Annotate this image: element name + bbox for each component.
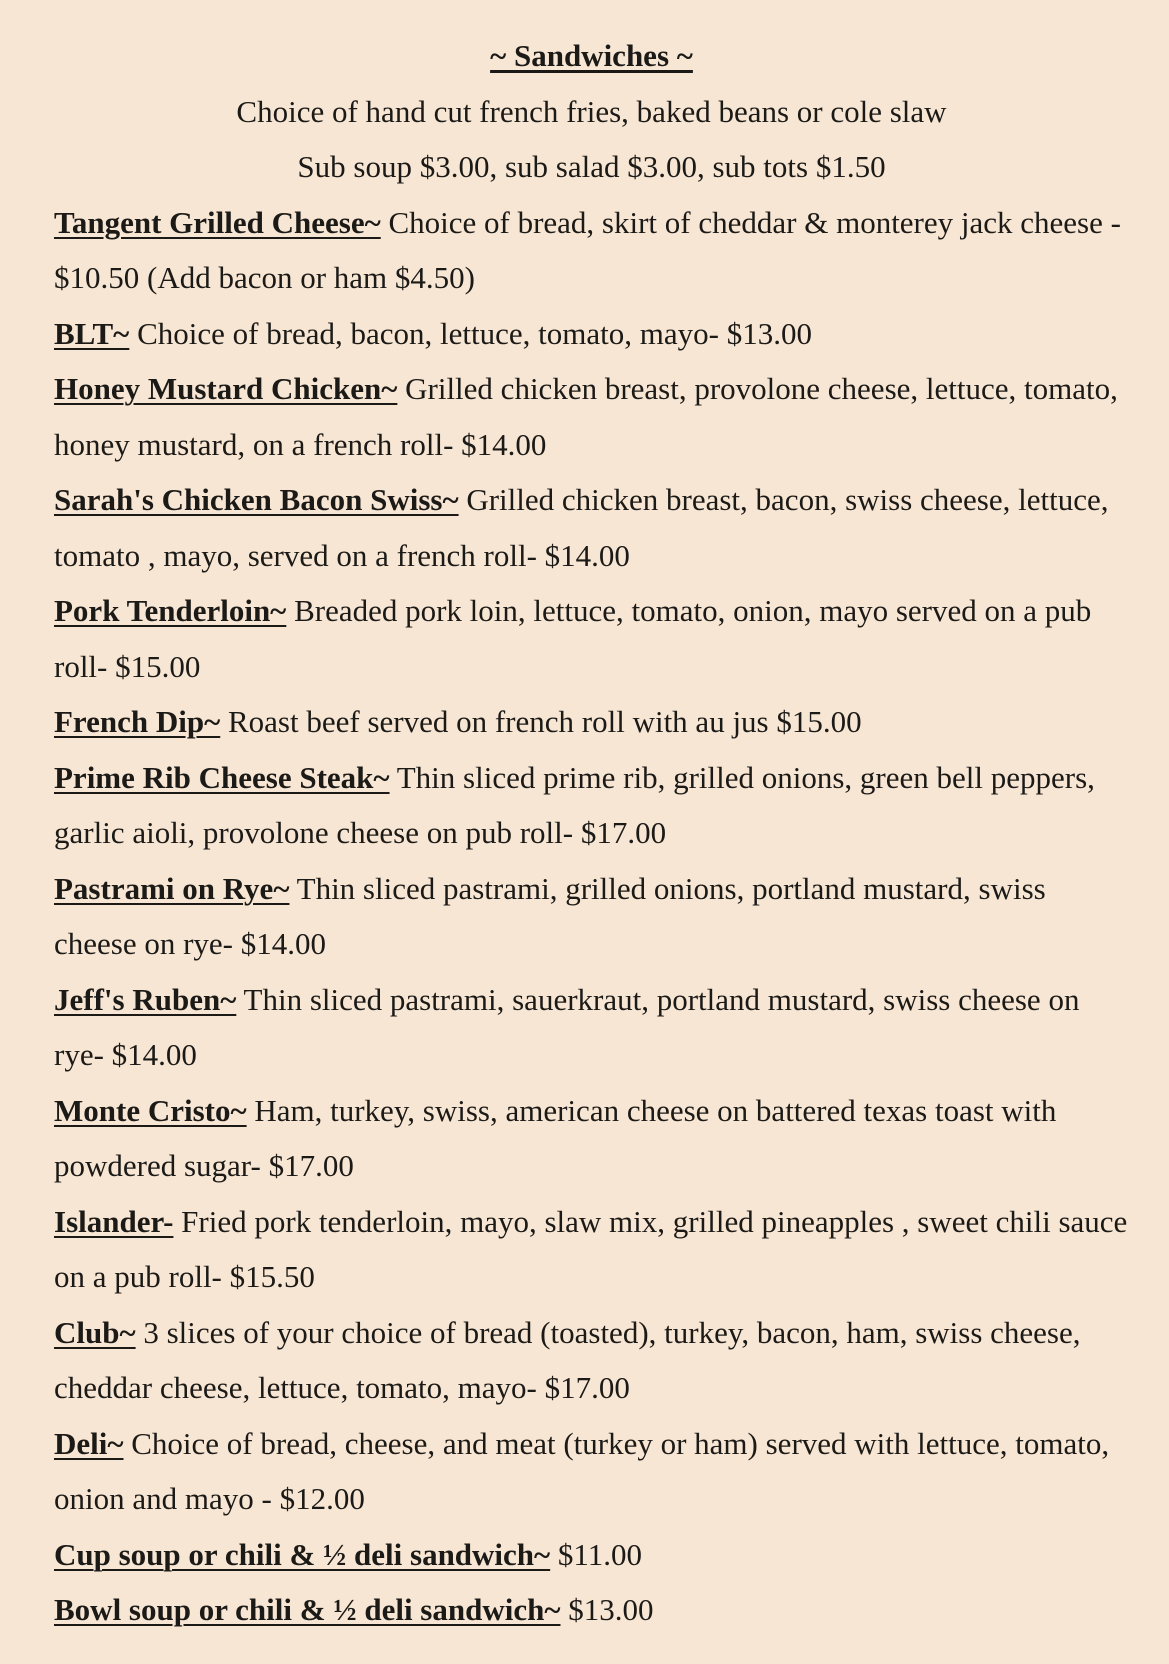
item-name: Club~ [54, 1314, 136, 1350]
menu-item-jeffs-ruben [54, 972, 1129, 1083]
item-name: Tangent Grilled Cheese~ [54, 204, 381, 240]
item-description: $13.00 [560, 1592, 654, 1627]
item-name: Prime Rib Cheese Steak~ [54, 759, 390, 795]
item-name: BLT~ [54, 315, 130, 351]
menu-item-prime-rib-cheese-steak [54, 750, 1129, 861]
item-name: Cup soup or chili & ½ deli sandwich~ [54, 1536, 551, 1572]
menu-item-monte-cristo [54, 1083, 1129, 1194]
item-name: Honey Mustard Chicken~ [54, 371, 398, 406]
item-description: $11.00 [550, 1536, 643, 1572]
menu-item-deli [54, 1416, 1129, 1527]
menu-item-pastrami-on-rye [54, 861, 1129, 972]
menu-item-bowl-soup-half-deli [54, 1582, 1129, 1638]
section-title: ~ Sandwiches ~ [490, 38, 693, 73]
menu-item-honey-mustard-chicken [54, 361, 1129, 472]
menu-item-pork-tenderloin [54, 583, 1129, 694]
item-name: French Dip~ [54, 704, 221, 739]
menu-item-club [54, 1305, 1129, 1416]
item-description: Thin sliced pastrami, sauerkraut, portland mustard, swiss cheese on rye- $14.00 [54, 981, 1080, 1072]
item-description: 3 slices of your choice of bread (toasted), turkey, bacon, ham, swiss cheese, cheddar cheese, lettuce, tomato, mayo- $17.00 [54, 1314, 1081, 1405]
sides-note: Choice of hand cut french fries, baked beans or cole slaw [236, 93, 947, 129]
item-description: Choice of bread, cheese, and meat (turkey or ham) served with lettuce, tomato, onion and mayo - $12.00 [54, 1425, 1110, 1516]
menu-header [54, 28, 1129, 195]
item-description: Choice of bread, skirt of cheddar & monterey jack cheese - $10.50 (Add bacon or ham $4.50) [54, 204, 1121, 295]
item-description: Roast beef served on french roll with au jus $15.00 [220, 704, 862, 739]
menu-item-islander [54, 1194, 1129, 1305]
item-description: Ham, turkey, swiss, american cheese on battered texas toast with powdered sugar- $17.00 [54, 1092, 1057, 1183]
item-name: Monte Cristo~ [54, 1092, 247, 1128]
menu-items [54, 195, 1129, 1638]
substitutions-note: Sub soup $3.00, sub salad $3.00, sub tots $1.50 [297, 149, 886, 184]
item-description: Breaded pork loin, lettuce, tomato, onion, mayo served on a pub roll- $15.00 [54, 593, 1092, 684]
item-name: Bowl soup or chili & ½ deli sandwich~ [54, 1592, 561, 1627]
item-name: Sarah's Chicken Bacon Swiss~ [54, 482, 459, 517]
menu-item-tangent-grilled-cheese [54, 195, 1129, 306]
menu-item-blt [54, 306, 1129, 362]
item-name: Pastrami on Rye~ [54, 870, 290, 906]
item-description: Grilled chicken breast, bacon, swiss cheese, lettuce, tomato , mayo, served on a french roll- $14.00 [54, 482, 1109, 573]
item-description: Thin sliced prime rib, grilled onions, green bell peppers, garlic aioli, provolone cheese on pub roll- $17.00 [54, 759, 1095, 850]
item-name: Deli~ [54, 1425, 124, 1461]
menu-item-cup-soup-half-deli [54, 1527, 1129, 1583]
item-name: Islander- [54, 1203, 174, 1239]
item-description: Grilled chicken breast, provolone cheese, lettuce, tomato, honey mustard, on a french roll- $14.00 [54, 371, 1118, 462]
item-name: Jeff's Ruben~ [54, 981, 237, 1017]
item-name: Pork Tenderloin~ [54, 593, 287, 628]
item-description: Fried pork tenderloin, mayo, slaw mix, grilled pineapples , sweet chili sauce on a pub roll- $15.50 [54, 1203, 1128, 1294]
menu-item-french-dip [54, 694, 1129, 750]
menu-item-sarahs-chicken-bacon-swiss [54, 472, 1129, 583]
item-description: Thin sliced pastrami, grilled onions, portland mustard, swiss cheese on rye- $14.00 [54, 870, 1046, 961]
item-description: Choice of bread, bacon, lettuce, tomato, mayo- $13.00 [129, 315, 812, 351]
